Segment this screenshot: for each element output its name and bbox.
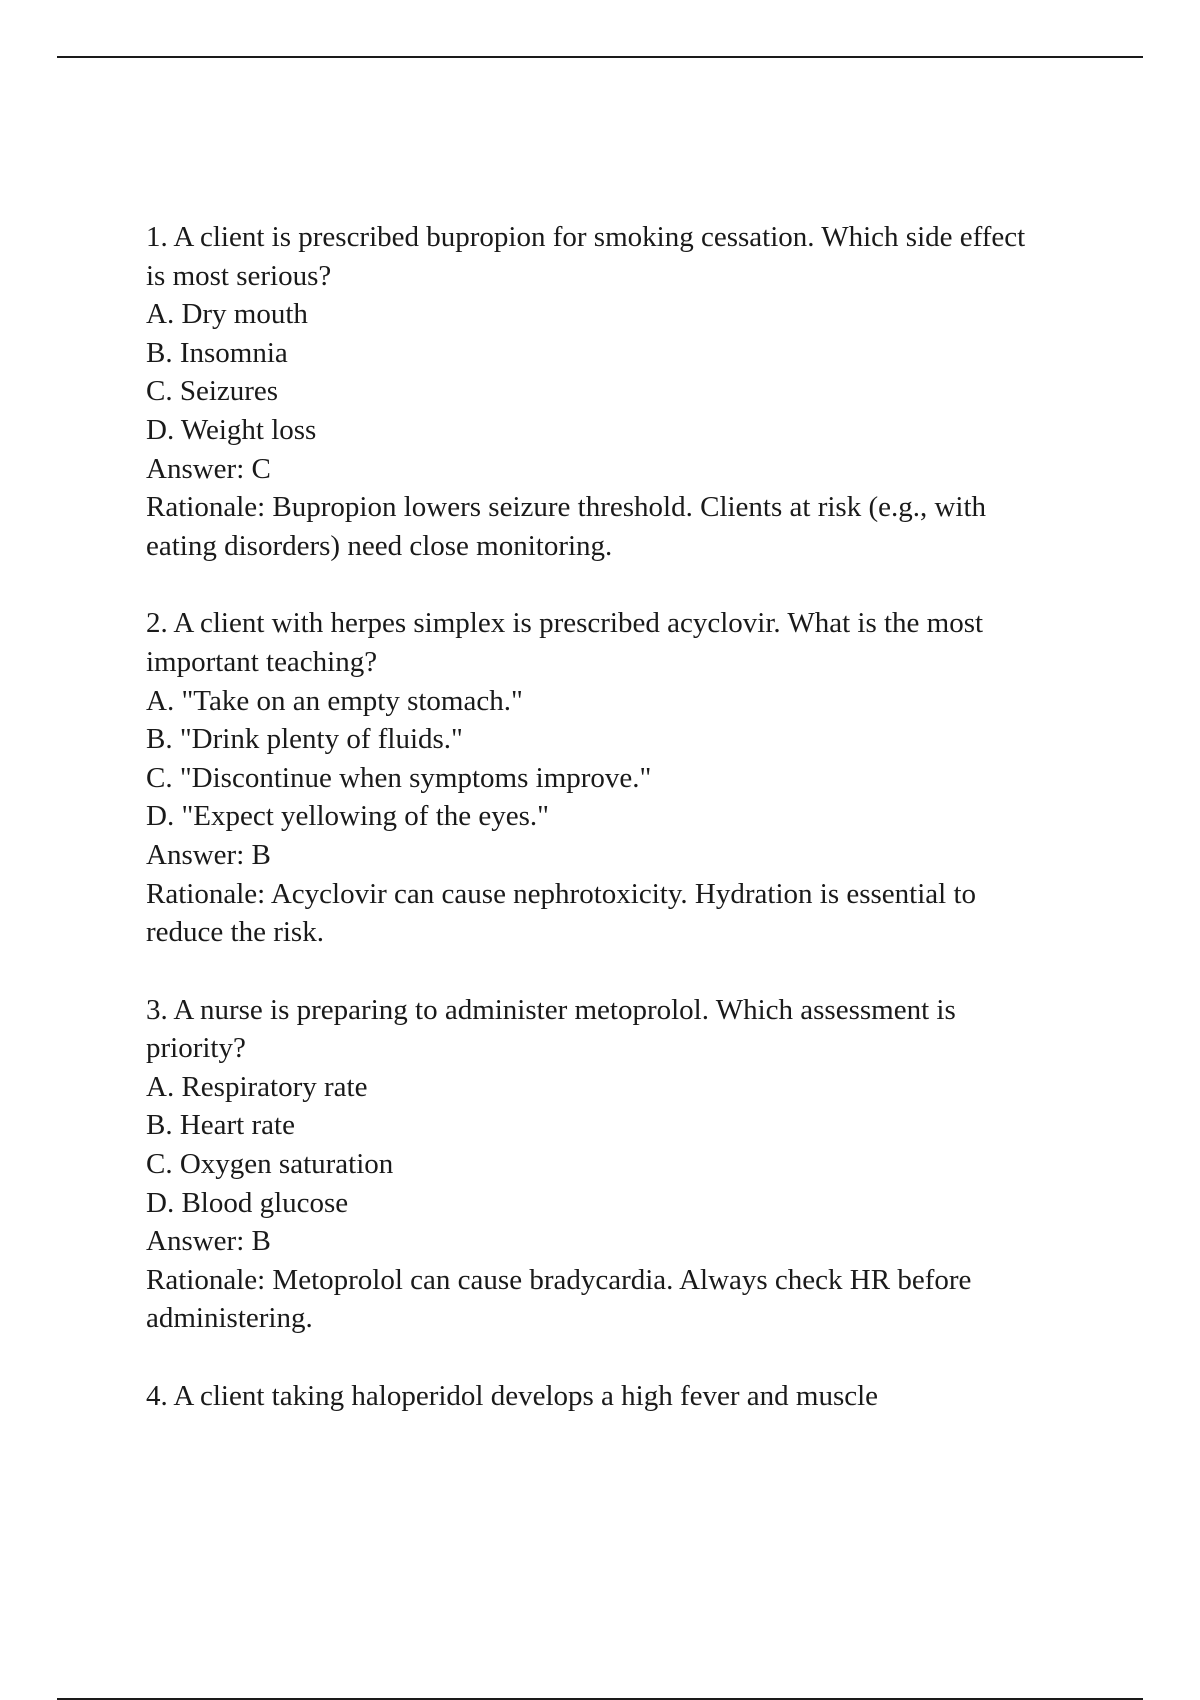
question-stem: 2. A client with herpes simplex is prescribed acyclovir. What is the most important teaching?	[146, 607, 984, 678]
answer: Answer: C	[146, 452, 271, 485]
option-a: A. Dry mouth	[146, 298, 308, 331]
rationale: Rationale: Bupropion lowers seizure threshold. Clients at risk (e.g., with eating disorders) need close monitoring.	[146, 491, 987, 562]
option-d: D. Weight loss	[146, 413, 317, 446]
question-2	[146, 604, 1046, 951]
option-c: C. Oxygen saturation	[146, 1148, 394, 1181]
option-a: A. Respiratory rate	[146, 1070, 368, 1103]
question-4	[146, 1377, 1046, 1416]
option-a: A. "Take on an empty stomach."	[146, 684, 523, 717]
answer: Answer: B	[146, 838, 271, 871]
option-c: C. Seizures	[146, 375, 279, 408]
option-d: D. "Expect yellowing of the eyes."	[146, 800, 549, 833]
option-b: B. "Drink plenty of fluids."	[146, 723, 463, 756]
rationale: Rationale: Acyclovir can cause nephrotoxicity. Hydration is essential to reduce the risk.	[146, 877, 977, 949]
question-stem: 1. A client is prescribed bupropion for smoking cessation. Which side effect is most serious?	[146, 221, 1026, 292]
answer: Answer: B	[146, 1225, 271, 1258]
question-1	[146, 218, 1046, 565]
option-d: D. Blood glucose	[146, 1186, 349, 1219]
option-b: B. Heart rate	[146, 1109, 295, 1142]
rationale: Rationale: Metoprolol can cause bradycardia. Always check HR before administering.	[146, 1263, 972, 1335]
document-body	[146, 218, 1046, 1416]
question-stem: 4. A client taking haloperidol develops a high fever and muscle	[146, 1380, 879, 1413]
option-b: B. Insomnia	[146, 336, 288, 369]
question-3	[146, 991, 1046, 1338]
option-c: C. "Discontinue when symptoms improve."	[146, 761, 652, 794]
question-stem: 3. A nurse is preparing to administer metoprolol. Which assessment is priority?	[146, 993, 956, 1065]
header-rule	[57, 56, 1143, 58]
